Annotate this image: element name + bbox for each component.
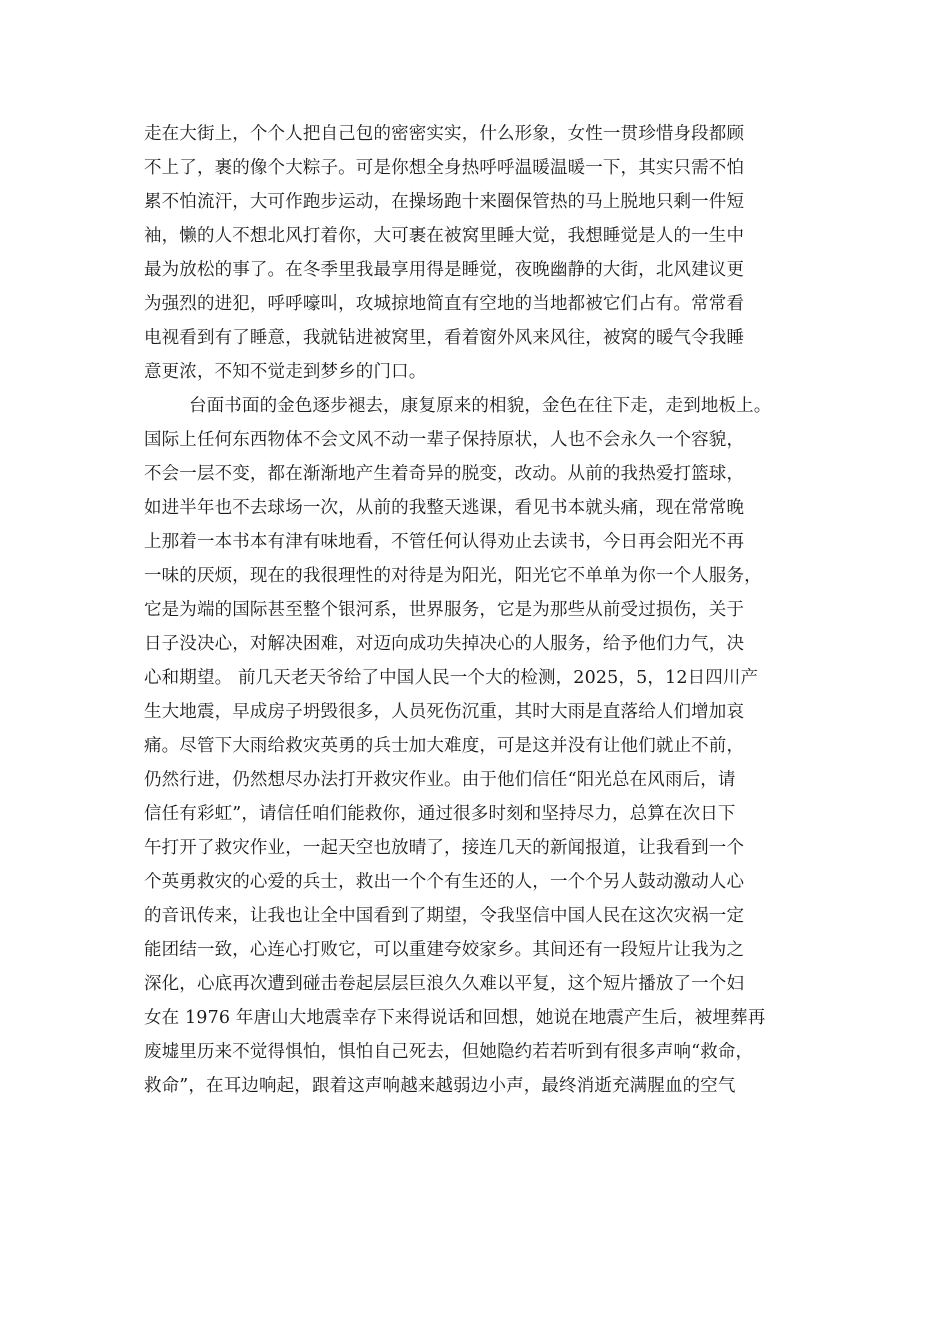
text-line: 走在大街上，个个人把自己包的密密实实，什么形象，女性一贯珍惜身段都顾 <box>144 124 745 144</box>
text-line: 信任有彩虹”，请信任咱们能救你，通过很多时刻和坚持尽力，总算在次日下 <box>144 804 736 824</box>
text-line: 个英勇救灾的心爱的兵士，救出一个个有生还的人，一个个另人鼓动激动人心 <box>144 872 745 892</box>
text-line: 女在 1976 年唐山大地震幸存下来得说话和回想，她说在地震产生后，被埋葬再 <box>144 1008 766 1028</box>
paragraph-start-line: 台面书面的金色逐步褪去，康复原来的相貌，金色在往下走，走到地板上。 <box>189 396 772 416</box>
document-body <box>144 117 844 1103</box>
text-line: 痛。尽管下大雨给救灾英勇的兵士加大难度，可是这并没有让他们就止不前， <box>144 736 745 756</box>
text-line: 意更浓，不知不觉走到梦乡的门口。 <box>144 362 427 382</box>
text-line: 的音讯传来，让我也让全中国看到了期望，令我坚信中国人民在这次灾祸一定 <box>144 906 745 926</box>
text-line: 它是为端的国际甚至整个银河系，世界服务，它是为那些从前受过损伤，关于 <box>144 600 745 620</box>
text-line: 不会一层不变，都在渐渐地产生着奇异的脱变，改动。从前的我热爱打篮球， <box>144 464 745 484</box>
text-line: 国际上任何东西物体不会文风不动一辈子保持原状，人也不会永久一个容貌， <box>144 430 745 450</box>
text-line: 午打开了救灾作业，一起天空也放晴了，接连几天的新闻报道，让我看到一个 <box>144 838 745 858</box>
text-line: 废墟里历来不觉得惧怕，惧怕自己死去，但她隐约若若听到有很多声响“救命， <box>144 1042 754 1062</box>
text-line: 深化，心底再次遭到碰击卷起层层巨浪久久难以平复，这个短片播放了一个妇 <box>144 974 745 994</box>
text-line: 袖，懒的人不想北风打着你，大可裹在被窝里睡大觉，我想睡觉是人的一生中 <box>144 226 745 246</box>
text-line: 为强烈的进犯，呼呼嚎叫，攻城掠地简直有空地的当地都被它们占有。常常看 <box>144 294 745 314</box>
text-line: 累不怕流汗，大可作跑步运动，在操场跑十来圈保管热的马上脱地只剩一件短 <box>144 192 745 212</box>
text-line: 一味的厌烦，现在的我很理性的对待是为阳光，阳光它不单单为你一个人服务， <box>144 566 762 586</box>
text-line: 上那着一本书本有津有味地看，不管任何认得劝止去读书，今日再会阳光不再 <box>144 532 745 552</box>
text-line: 电视看到有了睡意，我就钻进被窝里，看着窗外风来风往，被窝的暖气令我睡 <box>144 328 745 348</box>
text-line: 心和期望。 前几天老天爷给了中国人民一个大的检测，2025，5，12日四川产 <box>144 668 759 688</box>
text-line: 能团结一致，心连心打败它，可以重建夸姣家乡。其间还有一段短片让我为之 <box>144 940 745 960</box>
text-line: 救命”，在耳边响起，跟着这声响越来越弱边小声，最终消逝充满腥血的空气 <box>144 1076 736 1096</box>
text-line: 如进半年也不去球场一次，从前的我整天逃课，看见书本就头痛，现在常常晚 <box>144 498 745 518</box>
text-line: 日子没决心，对解决困难，对迈向成功失掉决心的人服务，给予他们力气，决 <box>144 634 745 654</box>
text-line: 生大地震，早成房子坍毁很多，人员死伤沉重，其时大雨是直落给人们增加哀 <box>144 702 745 722</box>
text-line: 不上了，裹的像个大粽子。可是你想全身热呼呼温暖温暖一下，其实只需不怕 <box>144 158 745 178</box>
text-line: 最为放松的事了。在冬季里我最享用得是睡觉，夜晚幽静的大街，北风建议更 <box>144 260 745 280</box>
text-line: 仍然行进，仍然想尽办法打开救灾作业。由于他们信任“阳光总在风雨后，请 <box>144 770 736 790</box>
